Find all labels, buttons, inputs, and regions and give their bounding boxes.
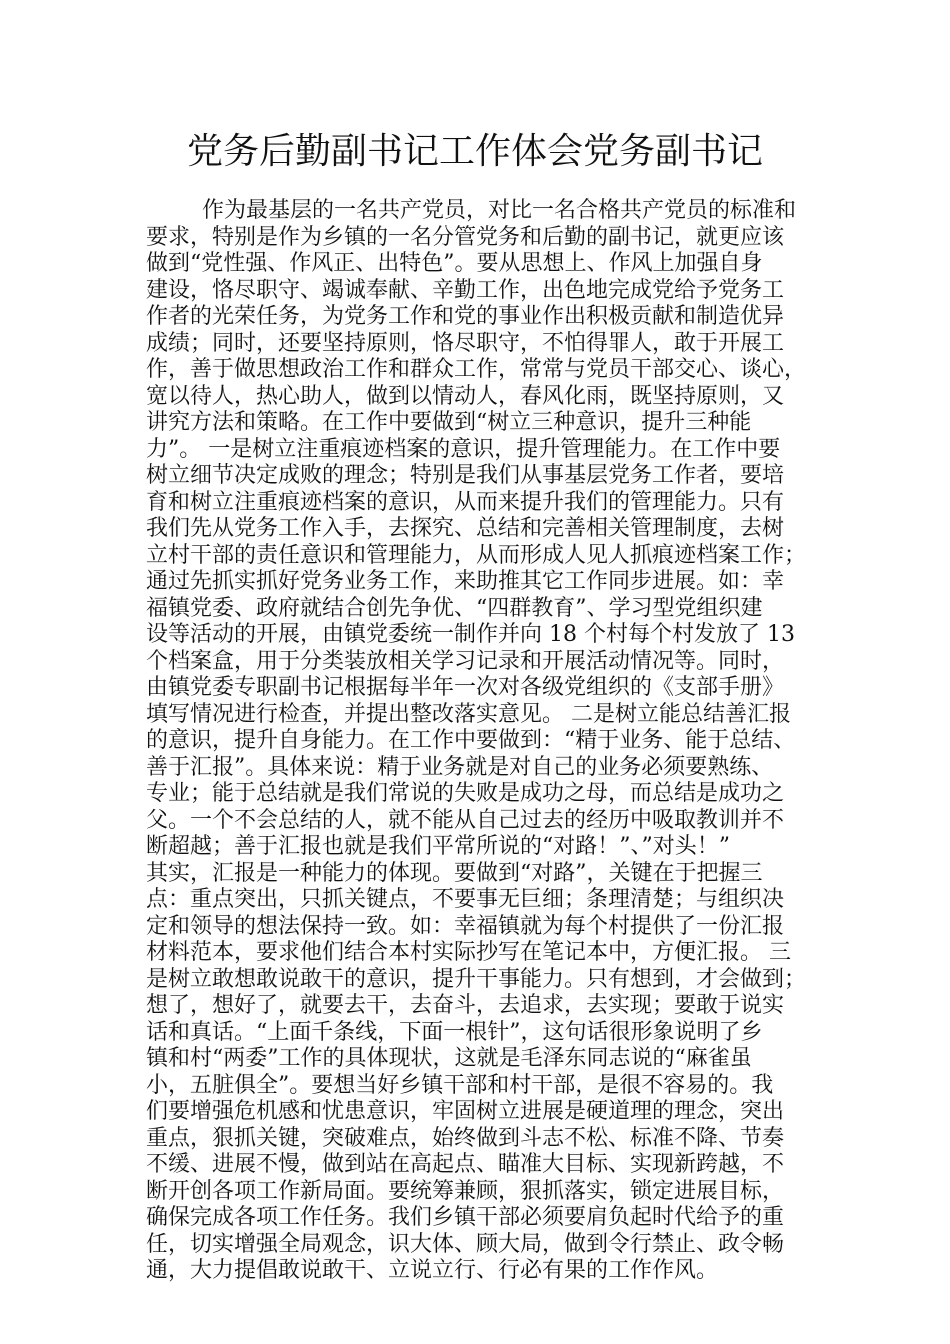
body-line: 作者的光荣任务，为党务工作和党的事业作出积极贡献和制造优异 [146,304,785,329]
body-line: 点：重点突出，只抓关键点，不要事无巨细；条理清楚；与组织决 [146,887,785,912]
body-line: 话和真话。“上面千条线，下面一根针”，这句话很形象说明了乡 [146,1019,763,1045]
body-line: 设等活动的开展，由镇党委统一制作并向 18 个村每个村发放了 13 [146,622,795,647]
body-line: 通，大力提倡敢说敢干、立说立行、行必有果的工作作风。 [146,1258,719,1283]
body-line: 成绩；同时，还要坚持原则，恪尽职守，不怕得罪人，敢于开展工 [146,330,785,356]
body-line: 建设，恪尽职守、竭诚奉献、辛勤工作，出色地完成党给予党务工 [146,277,785,303]
body-line: 重点，狠抓关键，突破难点，始终做到斗志不松、标准不降、节奏 [146,1125,785,1151]
body-line: 我们先从党务工作入手，去探究、总结和完善相关管理制度，去树 [146,516,785,541]
body-line: 宽以待人，热心助人，做到以情动人，春风化雨，既坚持原则，又 [146,383,785,409]
body-line: 父。一个不会总结的人，就不能从自己过去的经历中吸取教训并不 [146,807,785,833]
body-line: 是树立敢想敢说敢干的意识，提升干事能力。只有想到，才会做到； [146,966,807,992]
body-line: 通过先抓实抓好党务业务工作，来助推其它工作同步进展。如：幸 [146,569,785,594]
body-line: 讲究方法和策略。在工作中要做到“树立三种意识，提升三种能 [146,410,752,435]
body-line: 力”。 一是树立注重痕迹档案的意识，提升管理能力。在工作中要 [146,436,781,462]
document-body [146,198,814,1285]
body-line: 小，五脏俱全”。要想当好乡镇干部和村干部，是很不容易的。我 [146,1072,774,1098]
body-line: 确保完成各项工作任务。我们乡镇干部必须要肩负起时代给予的重 [146,1205,785,1230]
body-line: 育和树立注重痕迹档案的意识，从而来提升我们的管理能力。只有 [146,489,785,515]
body-line: 断超越；善于汇报也就是我们平常所说的“对路！”、”对头！” [146,834,730,859]
body-line: 填写情况进行检查，并提出整改落实意见。 二是树立能总结善汇报 [146,701,791,727]
body-line: 要求，特别是作为乡镇的一名分管党务和后勤的副书记，就更应该 [146,224,785,250]
body-line: 镇和村“两委”工作的具体现状，这就是毛泽东同志说的“麻雀虽 [146,1046,752,1071]
body-line: 不缓、进展不慢，做到站在高起点、瞄准大目标、实现新跨越，不 [146,1152,785,1177]
body-line: 善于汇报”。具体来说：精于业务就是对自己的业务必须要熟练、 [146,754,774,780]
body-line: 们要增强危机感和忧患意识，牢固树立进展是硬道理的理念，突出 [146,1099,785,1124]
document-title: 党务后勤副书记工作体会党务副书记 [186,131,763,172]
body-line: 做到“党性强、作风正、出特色”。要从思想上、作风上加强自身 [146,251,763,276]
body-line: 专业；能于总结就是我们常说的失败是成功之母，而总结是成功之 [146,781,785,806]
body-line: 想了，想好了，就要去干，去奋斗，去追求，去实现；要敢于说实 [146,993,785,1018]
body-line: 材料范本，要求他们结合本村实际抄写在笔记本中，方便汇报。 三 [146,940,791,965]
body-line: 由镇党委专职副书记根据每半年一次对各级党组织的《支部手册》 [146,675,785,700]
body-line: 作，善于做思想政治工作和群众工作，常常与党员干部交心、谈心， [146,357,807,382]
body-line: 断开创各项工作新局面。要统筹兼顾，狠抓落实，锁定进展目标， [146,1178,785,1204]
body-line: 定和领导的想法保持一致。如：幸福镇就为每个村提供了一份汇报 [146,913,785,939]
body-line: 任，切实增强全局观念，识大体、顾大局，做到令行禁止、政令畅 [146,1231,785,1257]
body-line: 立村干部的责任意识和管理能力，从而形成人见人抓痕迹档案工作； [146,542,807,568]
body-line: 其实，汇报是一种能力的体现。要做到“对路”，关键在于把握三 [146,860,763,886]
body-line: 树立细节决定成败的理念；特别是我们从事基层党务工作者，要培 [146,463,785,488]
body-line: 作为最基层的一名共产党员，对比一名合格共产党员的标准和 [202,198,797,223]
body-line: 福镇党委、政府就结合创先争优、“四群教育”、学习型党组织建 [146,595,763,621]
body-line: 个档案盒，用于分类装放相关学习记录和开展活动情况等。同时， [146,648,785,674]
body-line: 的意识，提升自身能力。在工作中要做到：“精于业务、能于总结、 [146,728,796,753]
